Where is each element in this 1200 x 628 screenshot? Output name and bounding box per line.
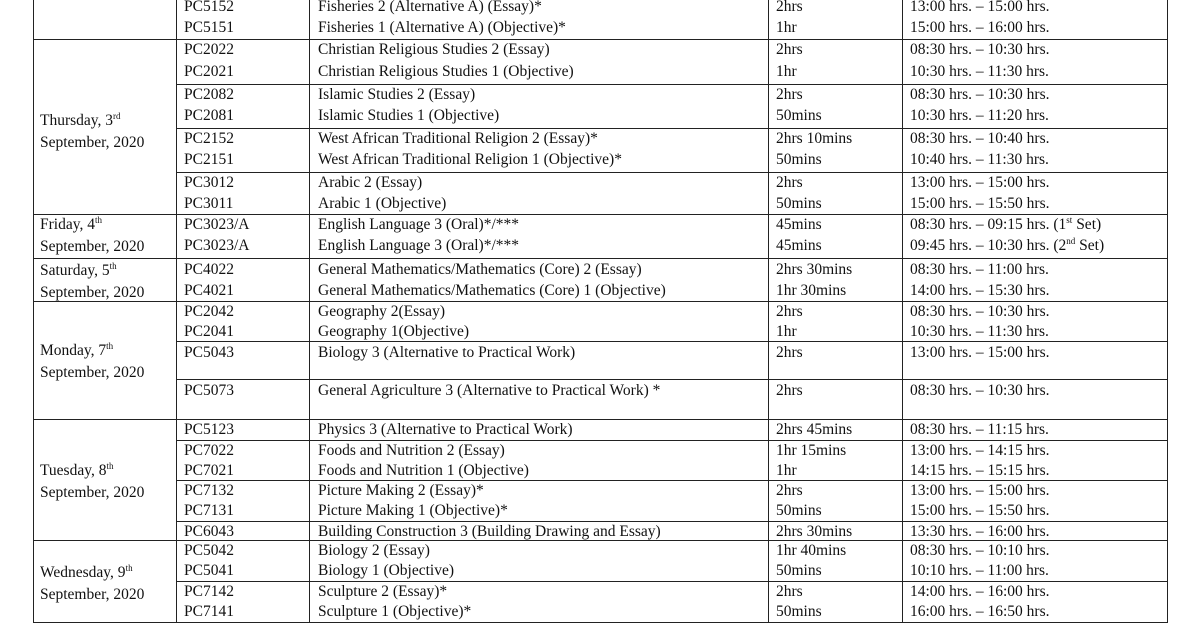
exam-duration: 2hrs (776, 0, 803, 15)
exam-time: 10:30 hrs. – 11:20 hrs. (910, 107, 1049, 124)
exam-subject: Fisheries 2 (Alternative A) (Essay)* (318, 0, 542, 15)
exam-code: PC2152 (184, 130, 234, 147)
exam-day-label: Wednesday, 9th September, 2020 (40, 563, 145, 603)
exam-subject: Christian Religious Studies 2 (Essay) (318, 41, 550, 58)
exam-day-label: Monday, 7th September, 2020 (40, 341, 145, 381)
exam-duration: 2hrs 10mins (776, 130, 853, 147)
exam-time: 10:40 hrs. – 11:30 hrs. (910, 151, 1049, 168)
exam-subject: Islamic Studies 1 (Objective) (318, 107, 500, 124)
exam-code: PC2042 (184, 303, 234, 320)
exam-subject: English Language 3 (Oral)*/*** (318, 237, 520, 254)
exam-code: PC7131 (184, 502, 234, 519)
exam-code: PC7132 (184, 482, 234, 499)
exam-duration: 50mins (776, 151, 822, 168)
table-column-rule (309, 0, 310, 623)
exam-subject: Foods and Nutrition 2 (Essay) (318, 442, 505, 459)
exam-subject: West African Traditional Religion 1 (Objective)* (318, 151, 622, 168)
exam-code: PC7142 (184, 583, 234, 600)
table-column-rule (33, 0, 34, 622)
exam-subject: Islamic Studies 2 (Essay) (318, 86, 476, 103)
exam-duration: 50mins (776, 502, 822, 519)
exam-time: 16:00 hrs. – 16:50 hrs. (910, 603, 1050, 620)
exam-duration: 2hrs (776, 382, 803, 399)
exam-duration: 1hr (776, 462, 797, 479)
exam-time: 09:45 hrs. – 10:30 hrs. (2nd Set) (910, 236, 1105, 254)
exam-subject: General Mathematics/Mathematics (Core) 2 (Essay) (318, 261, 642, 278)
exam-duration: 2hrs (776, 583, 803, 600)
exam-time: 13:00 hrs. – 15:00 hrs. (910, 0, 1050, 15)
exam-duration: 50mins (776, 107, 822, 124)
exam-time: 13:00 hrs. – 15:00 hrs. (910, 174, 1050, 191)
exam-time: 08:30 hrs. – 10:30 hrs. (910, 303, 1050, 320)
exam-duration: 50mins (776, 562, 822, 579)
exam-subject: Arabic 1 (Objective) (318, 195, 447, 212)
exam-time: 13:00 hrs. – 14:15 hrs. (910, 442, 1050, 459)
exam-code: PC4022 (184, 261, 234, 278)
exam-duration: 1hr (776, 63, 797, 80)
exam-duration: 2hrs (776, 482, 803, 499)
exam-subject: General Agriculture 3 (Alternative to Practical Work) * (318, 382, 661, 399)
exam-subject: General Mathematics/Mathematics (Core) 1 (Objective) (318, 282, 666, 299)
exam-duration: 2hrs (776, 303, 803, 320)
exam-time: 13:00 hrs. – 15:00 hrs. (910, 344, 1050, 361)
table-row-rule (176, 379, 1168, 380)
exam-code: PC2082 (184, 86, 234, 103)
exam-time: 08:30 hrs. – 10:30 hrs. (910, 41, 1050, 58)
table-row-rule (33, 258, 1168, 259)
exam-duration: 50mins (776, 603, 822, 620)
exam-duration: 1hr 30mins (776, 282, 847, 299)
exam-duration: 1hr 15mins (776, 442, 847, 459)
exam-subject: Biology 2 (Essay) (318, 542, 430, 559)
exam-day-label: Thursday, 3rd September, 2020 (40, 111, 145, 151)
exam-duration: 2hrs 45mins (776, 421, 853, 438)
exam-subject: Sculpture 2 (Essay)* (318, 583, 448, 600)
exam-duration: 1hr (776, 19, 797, 36)
exam-subject: Geography 1(Objective) (318, 323, 470, 340)
exam-subject: Foods and Nutrition 1 (Objective) (318, 462, 529, 479)
exam-time: 08:30 hrs. – 10:30 hrs. (910, 382, 1050, 399)
exam-time: 08:30 hrs. – 11:15 hrs. (910, 421, 1049, 438)
exam-code: PC3023/A (184, 216, 250, 233)
exam-code: PC6043 (184, 523, 234, 540)
exam-time: 14:00 hrs. – 15:30 hrs. (910, 282, 1050, 299)
exam-duration: 2hrs (776, 174, 803, 191)
exam-duration: 1hr 40mins (776, 542, 847, 559)
exam-time: 14:15 hrs. – 15:15 hrs. (910, 462, 1050, 479)
table-column-rule (176, 0, 177, 623)
exam-code: PC5123 (184, 421, 234, 438)
exam-code: PC3023/A (184, 237, 250, 254)
exam-subject: Biology 3 (Alternative to Practical Work) (318, 344, 576, 361)
exam-subject: Christian Religious Studies 1 (Objective) (318, 63, 574, 80)
exam-duration: 2hrs 30mins (776, 523, 853, 540)
exam-duration: 2hrs (776, 344, 803, 361)
exam-time: 08:30 hrs. – 10:10 hrs. (910, 542, 1050, 559)
exam-code: PC2021 (184, 63, 234, 80)
exam-time: 10:30 hrs. – 11:30 hrs. (910, 63, 1049, 80)
exam-code: PC7141 (184, 603, 234, 620)
exam-code: PC7021 (184, 462, 234, 479)
exam-duration: 45mins (776, 237, 822, 254)
exam-code: PC7022 (184, 442, 234, 459)
exam-code: PC2151 (184, 151, 234, 168)
exam-code: PC3011 (184, 195, 234, 212)
exam-time: 08:30 hrs. – 10:30 hrs. (910, 86, 1050, 103)
exam-code: PC2081 (184, 107, 234, 124)
exam-subject: West African Traditional Religion 2 (Essay)* (318, 130, 598, 147)
exam-subject: English Language 3 (Oral)*/*** (318, 216, 520, 233)
exam-subject: Physics 3 (Alternative to Practical Work) (318, 421, 573, 438)
table-column-rule (768, 0, 769, 623)
table-column-rule (1167, 0, 1168, 623)
table-column-rule (902, 0, 903, 623)
exam-time: 15:00 hrs. – 15:50 hrs. (910, 195, 1050, 212)
exam-subject: Fisheries 1 (Alternative A) (Objective)* (318, 19, 566, 36)
exam-code: PC5043 (184, 344, 234, 361)
exam-subject: Picture Making 2 (Essay)* (318, 482, 484, 499)
exam-day-label: Saturday, 5th September, 2020 (40, 261, 145, 301)
exam-duration: 2hrs (776, 86, 803, 103)
exam-code: PC5151 (184, 19, 234, 36)
exam-code: PC5152 (184, 0, 234, 15)
exam-time: 13:00 hrs. – 15:00 hrs. (910, 482, 1050, 499)
exam-subject: Building Construction 3 (Building Drawing and Essay) (318, 523, 661, 540)
exam-code: PC5041 (184, 562, 234, 579)
exam-code: PC2022 (184, 41, 234, 58)
exam-time: 10:30 hrs. – 11:30 hrs. (910, 323, 1049, 340)
exam-subject: Sculpture 1 (Objective)* (318, 603, 472, 620)
exam-code: PC5042 (184, 542, 234, 559)
exam-code: PC5073 (184, 382, 234, 399)
exam-time: 08:30 hrs. – 09:15 hrs. (1st Set) (910, 215, 1102, 233)
exam-time: 08:30 hrs. – 10:40 hrs. (910, 130, 1050, 147)
exam-code: PC2041 (184, 323, 234, 340)
exam-time: 15:00 hrs. – 16:00 hrs. (910, 19, 1050, 36)
exam-time: 15:00 hrs. – 15:50 hrs. (910, 502, 1050, 519)
exam-day-label: Friday, 4th September, 2020 (40, 215, 145, 255)
exam-duration: 50mins (776, 195, 822, 212)
exam-duration: 1hr (776, 323, 797, 340)
exam-duration: 2hrs (776, 41, 803, 58)
exam-subject: Arabic 2 (Essay) (318, 174, 423, 191)
table-row-rule (33, 622, 1168, 623)
exam-time: 14:00 hrs. – 16:00 hrs. (910, 583, 1050, 600)
exam-subject: Biology 1 (Objective) (318, 562, 455, 579)
exam-code: PC4021 (184, 282, 234, 299)
exam-subject: Geography 2(Essay) (318, 303, 445, 320)
exam-time: 13:30 hrs. – 16:00 hrs. (910, 523, 1050, 540)
exam-day-label: Tuesday, 8th September, 2020 (40, 461, 145, 501)
exam-duration: 45mins (776, 216, 822, 233)
exam-time: 10:10 hrs. – 11:00 hrs. (910, 562, 1049, 579)
exam-code: PC3012 (184, 174, 234, 191)
exam-time: 08:30 hrs. – 11:00 hrs. (910, 261, 1049, 278)
exam-subject: Picture Making 1 (Objective)* (318, 502, 508, 519)
exam-duration: 2hrs 30mins (776, 261, 853, 278)
